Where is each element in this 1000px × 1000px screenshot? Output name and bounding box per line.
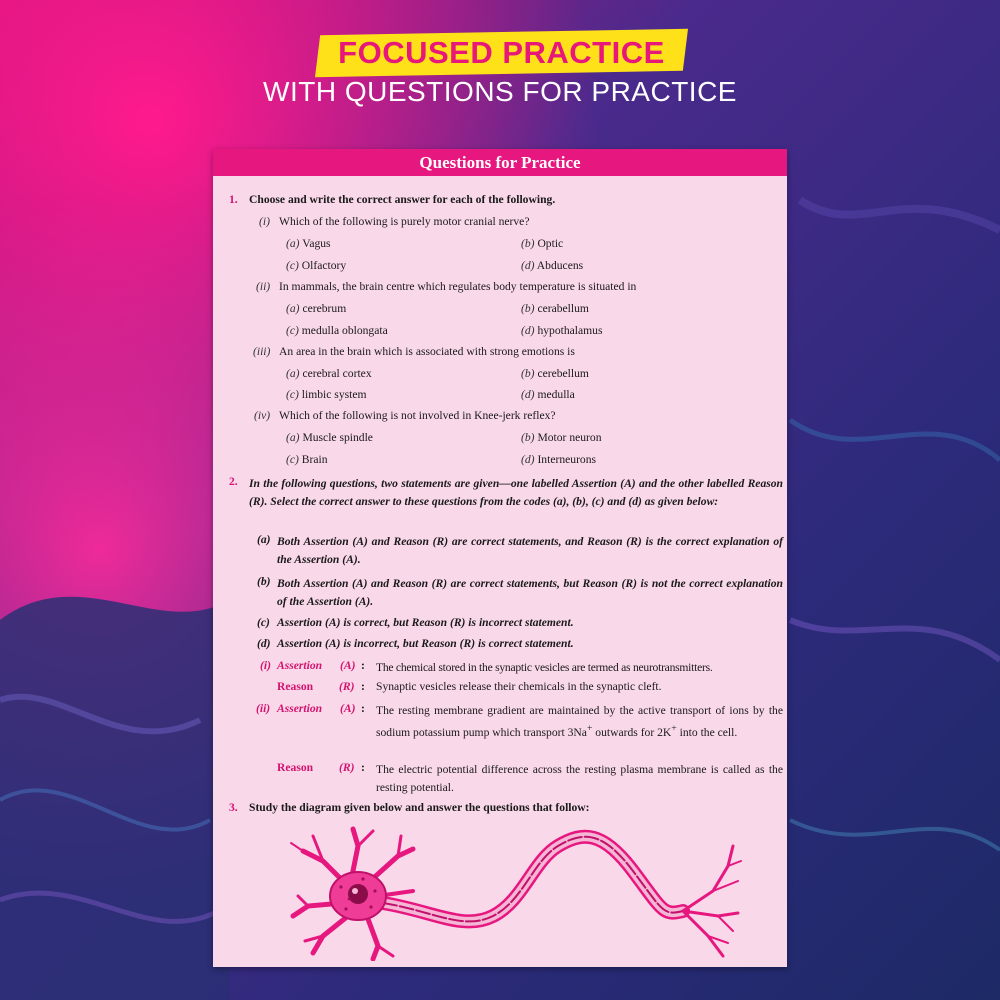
q2-code-c-label: (c)	[257, 616, 270, 629]
pair-i-r-tag: (R)	[339, 680, 355, 693]
pair-i-assertion: The chemical stored in the synaptic vesicles are termed as neurotransmitters.	[376, 661, 713, 674]
q1-i-option-a: (a) Vagus	[286, 237, 331, 250]
q1-i-option-c: (c) Olfactory	[286, 259, 347, 272]
pair-ii-colon-a: :	[361, 702, 365, 715]
q2-code-a-label: (a)	[257, 533, 271, 546]
q2-number: 2.	[229, 475, 238, 488]
q3-prompt: Study the diagram given below and answer the questions that follow:	[249, 801, 590, 814]
q1-i-option-b: (b) Optic	[521, 237, 564, 250]
questions-panel	[213, 149, 787, 967]
q1-number: 1.	[229, 193, 238, 206]
q1-iv-option-b: (b) Motor neuron	[521, 431, 602, 444]
q1-iii-text: An area in the brain which is associated with strong emotions is	[279, 345, 575, 358]
q1-ii-option-b: (b) cerabellum	[521, 302, 589, 315]
q1-iv-text: Which of the following is not involved in Knee-jerk reflex?	[279, 409, 556, 422]
q1-i-roman: (i)	[259, 215, 270, 228]
pair-i-colon-r: :	[361, 680, 365, 693]
pair-i-roman: (i)	[260, 659, 271, 672]
pair-ii-roman: (ii)	[256, 702, 271, 715]
pair-ii-reason: The electric potential difference across the resting plasma membrane is called as the resting potential.	[376, 763, 783, 794]
q1-ii-option-c: (c) medulla oblongata	[286, 324, 388, 337]
q1-iii-roman: (iii)	[253, 345, 271, 358]
q2-code-c-text: Assertion (A) is correct, but Reason (R) is incorrect statement.	[277, 616, 574, 629]
q1-ii-option-d: (d) hypothalamus	[521, 324, 603, 337]
q1-iii-option-b: (b) cerebellum	[521, 367, 589, 380]
panel-content	[213, 149, 787, 967]
q1-i-option-d: (d) Abducens	[521, 259, 584, 272]
pair-ii-assertion: The resting membrane gradient are maintained by the active transport of ions by the sodium potassium pump which transport 3Na+ outwards for 2K+ into the cell.	[376, 704, 783, 739]
q1-iv-option-c: (c) Brain	[286, 453, 328, 466]
pair-ii-colon-r: :	[361, 761, 365, 774]
q3-number: 3.	[229, 801, 238, 814]
q1-iv-option-a: (a) Muscle spindle	[286, 431, 373, 444]
q1-iv-option-d: (d) Interneurons	[521, 453, 597, 466]
q2-code-b-label: (b)	[257, 575, 271, 588]
pair-i-colon-a: :	[361, 659, 365, 672]
q2-prompt: In the following questions, two statements are given—one labelled Assertion (A) and the other labelled Reason (R). Select the correct answer to these questions from the codes (a), (b), (c) and (d) as given below:	[249, 477, 783, 508]
banner-subtitle: WITH QUESTIONS FOR PRACTICE	[263, 76, 737, 107]
q1-ii-roman: (ii)	[256, 280, 271, 293]
q2-code-b-text: Both Assertion (A) and Reason (R) are correct statements, but Reason (R) is not the correct explanation of the Assertion (A).	[277, 577, 783, 608]
pair-ii-assertion-label: Assertion	[277, 702, 323, 715]
q1-iii-option-a: (a) cerebral cortex	[286, 367, 372, 380]
q2-code-d-label: (d)	[257, 637, 271, 650]
pair-ii-r-tag: (R)	[339, 761, 355, 774]
neuron-diagram	[283, 821, 743, 961]
panel-header: Questions for Practice	[213, 149, 787, 176]
q2-code-d-text: Assertion (A) is incorrect, but Reason (R) is correct statement.	[277, 637, 574, 650]
pair-ii-reason-label: Reason	[277, 761, 314, 774]
pair-i-reason: Synaptic vesicles release their chemicals in the synaptic cleft.	[376, 680, 662, 693]
q1-iii-option-c: (c) limbic system	[286, 388, 367, 401]
pair-i-reason-label: Reason	[277, 680, 314, 693]
q1-i-text: Which of the following is purely motor cranial nerve?	[279, 215, 530, 228]
pair-i-assertion-label: Assertion	[277, 659, 323, 672]
pair-i-a-tag: (A)	[340, 659, 356, 672]
q1-iv-roman: (iv)	[254, 409, 271, 422]
q1-ii-option-a: (a) cerebrum	[286, 302, 347, 315]
q1-ii-text: In mammals, the brain centre which regulates body temperature is situated in	[279, 280, 637, 293]
q2-code-a-text: Both Assertion (A) and Reason (R) are correct statements, and Reason (R) is the correct explanation of the Assertion (A).	[277, 535, 783, 566]
q1-prompt: Choose and write the correct answer for each of the following.	[249, 193, 556, 206]
banner-title: FOCUSED PRACTICE	[338, 35, 665, 70]
pair-ii-a-tag: (A)	[340, 702, 356, 715]
q1-iii-option-d: (d) medulla	[521, 388, 575, 401]
